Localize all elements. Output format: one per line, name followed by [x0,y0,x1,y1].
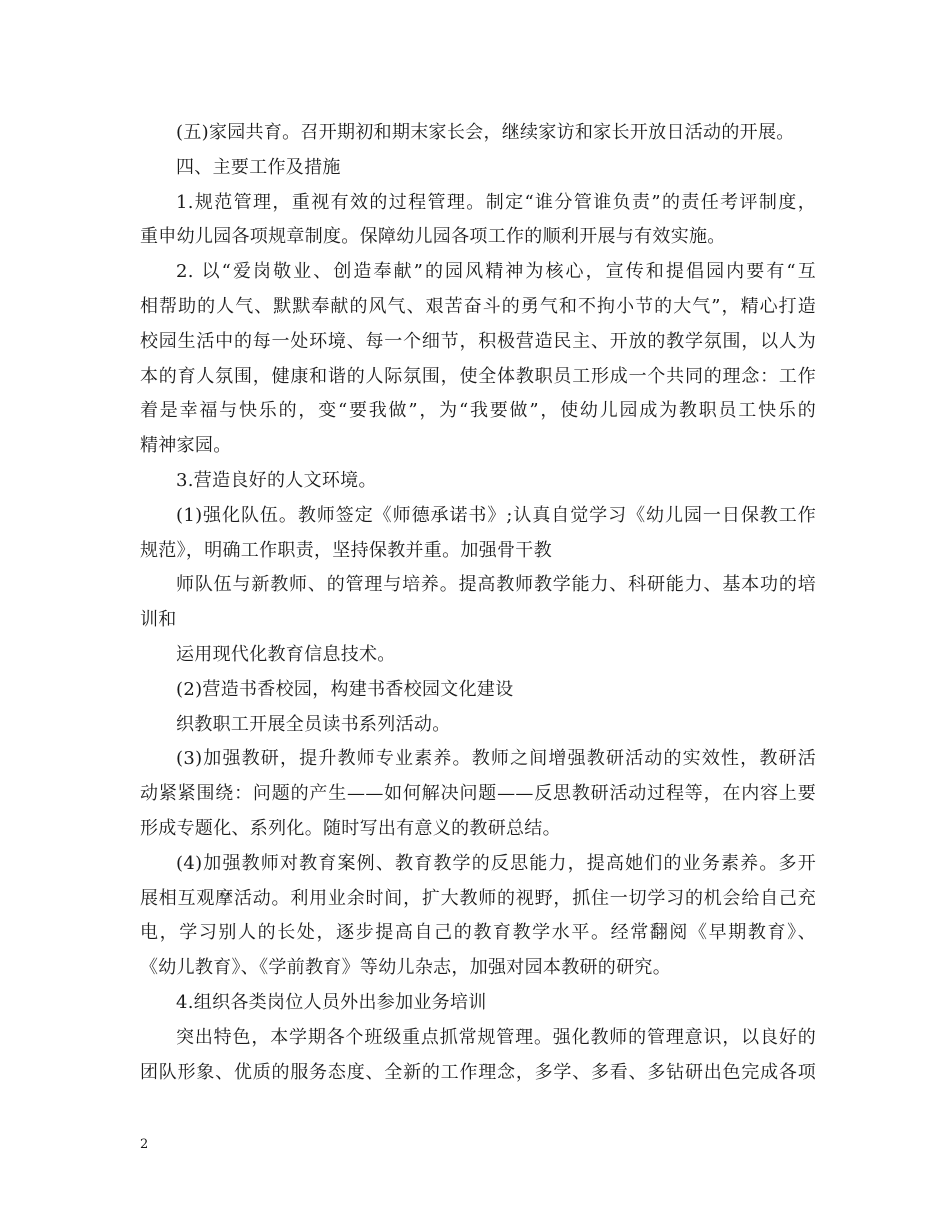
page-number: 2 [140,1137,149,1152]
text-line: 4.组织各类岗位人员外出参加业务培训 [176,991,487,1013]
text-line: 织教职工开展全员读书系列活动。 [176,713,451,735]
text-line: 着是幸福与快乐的，变“要我做”，为“我要做”，使幼儿园成为教职员工快乐的 [140,400,816,422]
text-line: (3)加强教研，提升教师专业素养。教师之间增强教研活动的实效性，教研活 [176,748,816,770]
text-line: 突出特色，本学期各个班级重点抓常规管理。强化教师的管理意识，以良好的 [176,1026,816,1048]
text-line: 四、主要工作及措施 [176,156,341,178]
text-line: 1.规范管理，重视有效的过程管理。制定“谁分管谁负责”的责任考评制度， [176,191,816,213]
text-line: 重申幼儿园各项规章制度。保障幼儿园各项工作的顺利开展与有效实施。 [140,226,726,248]
text-line: 运用现代化教育信息技术。 [176,643,396,665]
text-line: 展相互观摩活动。利用业余时间，扩大教师的视野，抓住一切学习的机会给自己充 [140,887,816,909]
text-line: 精神家园。 [140,435,232,457]
text-line: 规范》，明确工作职责，坚持保教并重。加强骨干教 [140,539,552,561]
text-line: 训和 [140,609,177,631]
text-line: 师队伍与新教师、的管理与培养。提高教师教学能力、科研能力、基本功的培 [176,574,816,596]
text-line: 本的育人氛围，健康和谐的人际氛围，使全体教职员工形成一个共同的理念：工作 [140,365,816,387]
text-line: (2)营造书香校园，构建书香校园文化建设 [176,678,514,700]
text-line: 电，学习别人的长处，逐步提高自己的教育教学水平。经常翻阅《早期教育》、 [140,922,816,944]
text-line: 形成专题化、系列化。随时写出有意义的教研总结。 [140,817,561,839]
text-line: 3.营造良好的人文环境。 [176,469,377,491]
text-line: (1)强化队伍。教师签定《师德承诺书》;认真自觉学习《幼儿园一日保教工作 [176,504,816,526]
text-line: (4)加强教师对教育案例、教育教学的反思能力，提高她们的业务素养。多开 [176,852,816,874]
body-text [140,116,816,1090]
text-line: 《幼儿教育》、《学前教育》等幼儿杂志，加强对园本教研的研究。 [140,957,671,979]
text-line: (五)家园共育。召开期初和期末家长会，继续家访和家长开放日活动的开展。 [176,122,795,143]
text-line: 相帮助的人气、默默奉献的风气、艰苦奋斗的勇气和不拘小节的大气”，精心打造 [140,295,816,317]
text-line: 2. 以“爱岗敬业、创造奉献”的园风精神为核心，宣传和提倡园内要有“互 [176,261,816,283]
text-line: 团队形象、优质的服务态度、全新的工作理念，多学、多看、多钻研出色完成各项 [140,1061,816,1083]
text-line: 校园生活中的每一处环境、每一个细节，积极营造民主、开放的教学氛围，以人为 [140,330,816,352]
text-line: 动紧紧围绕：问题的产生——如何解决问题——反思教研活动过程等，在内容上要 [140,783,816,805]
